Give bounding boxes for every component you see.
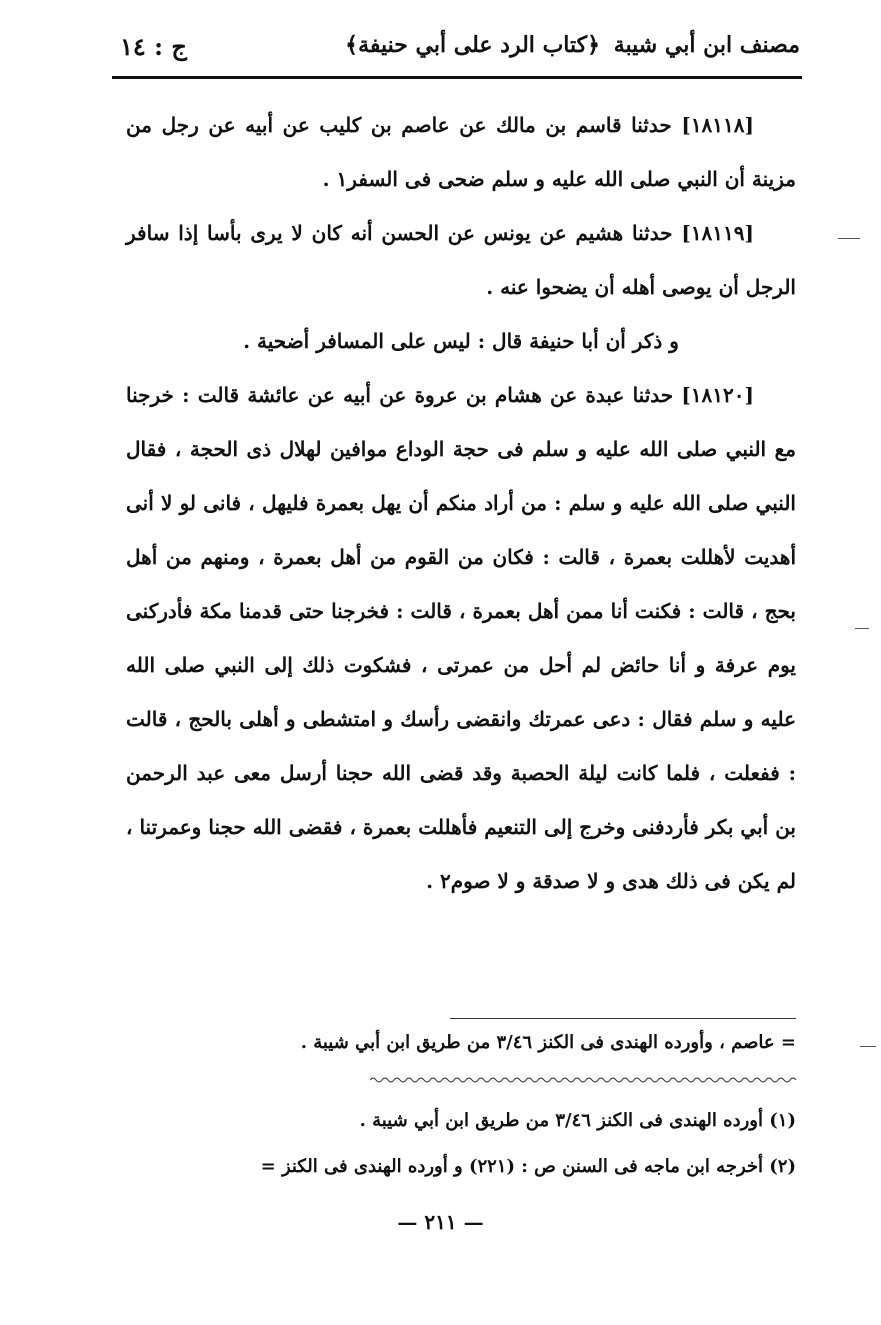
footnote-separator (450, 1018, 796, 1019)
wavy-divider (370, 1076, 800, 1084)
chapter-title: ﴿كتاب الرد على أبي حنيفة﴾ (345, 32, 600, 58)
margin-mark (855, 628, 869, 629)
volume-number: ج : ١٤ (120, 32, 187, 61)
main-text (126, 98, 796, 908)
hadith-18118: [١٨١١٨] حدثنا قاسم بن مالك عن عاصم بن كليب عن أبيه عن رجل من مزينة أن النبي صلى الله عليه و سلم ضحى فى السفر١ . (126, 113, 796, 191)
footnote-2: (٢) أخرجه ابن ماجه فى السنن ص : (٢٢١) و أورده الهندى فى الكنز = (260, 1156, 796, 1177)
header-rule (112, 76, 802, 79)
hadith-18119: [١٨١١٩] حدثنا هشيم عن يونس عن الحسن أنه كان لا يرى بأسا إذا سافر الرجل أن يوصى أهله أن يضحوا عنه . (126, 221, 796, 299)
page-number: — ٢١١ — (397, 1210, 484, 1234)
footnote-1: (١) أورده الهندى فى الكنز ٣/٤٦ من طريق ابن أبي شيبة . (359, 1110, 796, 1131)
abu-hanifa-opinion: و ذكر أن أبا حنيفة قال : ليس على المسافر أضحية . (243, 329, 679, 353)
footnote-continuation: = عاصم ، وأورده الهندى فى الكنز ٣/٤٦ من طريق ابن أبي شيبة . (300, 1032, 796, 1053)
margin-mark (860, 1046, 876, 1047)
running-header (110, 28, 800, 74)
margin-mark (838, 238, 860, 239)
book-title: مصنف ابن أبي شيبة (613, 32, 800, 58)
footnotes (140, 1098, 796, 1190)
hadith-18120: [١٨١٢٠] حدثنا عبدة عن هشام بن عروة عن أبيه عن عائشة قالت : خرجنا مع النبي صلى الله عليه و سلم فى حجة الوداع موافين لهلال ذى الحجة ، فقال النبي صلى الله عليه و سلم : من أراد منكم أن يهل بعمرة فليهل ، فانى لو لا أنى أهديت لأهللت بعمرة ، قالت : فكان من القوم من أهل بعمرة ، ومنهم من أهل بحج ، قالت : فكنت أنا ممن أهل بعمرة ، قالت : فخرجنا حتى قدمنا مكة فأدركنى يوم عرفة و أنا حائض لم أحل من عمرتى ، فشكوت ذلك إلى النبي صلى الله عليه و سلم فقال : دعى عمرتك وانقضى رأسك و امتشطى و أهلى بالحج ، قالت : ففعلت ، فلما كانت ليلة الحصبة وقد قضى الله حجنا أرسل معى عبد الرحمن بن أبي بكر فأردفنى وخرج إلى التنعيم فأهللت بعمرة ، فقضى الله حجنا وعمرتنا ، لم يكن فى ذلك هدى و لا صدقة و لا صوم٢ . (126, 383, 796, 893)
